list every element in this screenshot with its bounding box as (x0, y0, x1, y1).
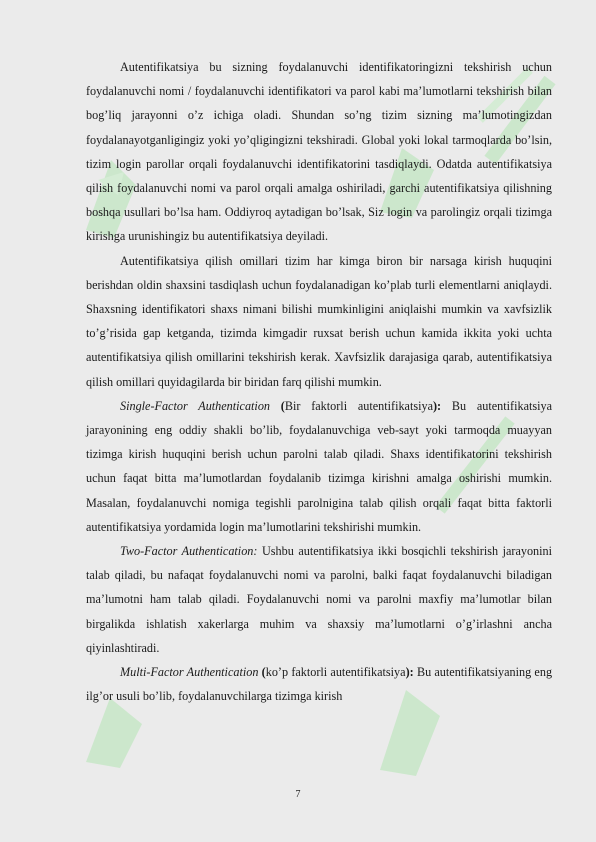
paragraph-authentication-factors: Autentifikatsiya qilish omillari tizim har kimga biron bir narsaga kirish huquqini berishdan oldin shaxsini tasdiqlash uchun foydalanadigan ko’plab turli elementlarni aniqlaydi. Shaxsning identifikatori shaxs nimani bilishi mumkinligini aniqlaishi mumkin va xavfsizlik to’g’risida gap ketganda, tizimda kimgadir ruxsat berish uchun kamida ikkita yoki uchta autentifikatsiya qilish omillarini tekshirish kerak. Xavfsizlik darajasiga qarab, autentifikatsiya qilish omillari quyidagilarda bir biridan farq qilishi mumkin. (86, 253, 552, 389)
paragraph-authentication-definition: Autentifikatsiya bu sizning foydalanuvchi identifikatoringizni tekshirish uchun foydalanuvchi nomi / foydalanuvchi identifikatori va parol kabi ma’lumotlarni tekshirish bilan bog’liq jarayonni o’z ichiga oladi. Shundan so’ng tizim sizning ma’lumotingizdan foydalanayotganligingiz yoki yo’qligingizni tekshiradi. Global yoki lokal tarmoqlarda bo’lsin, tizim login parollar orqali foydalanuvchi identifikatorini tasdiqlaydi. Odatda autentifikatsiya qilish foydalanuvchi nomi va parol orqali amalga oshiriladi, garchi autentifikatsiya qilishning boshqa usullari bo’lsa ham. Oddiyroq aytadigan bo’lsak, Siz login va parolingiz orqali tizimga kirishga urunishingiz bu autentifikatsiya deyiladi. (86, 60, 552, 244)
description-single-factor: Bu autentifikatsiya jarayonining eng oddiy shakli bo’lib, foydalanuvchiga veb-sayt yoki tarmoqda muayyan tizimga kirish huquqini berish uchun parolni talab qiladi. Shaxs identifikatorini tekshirish uchun faqat bitta ma’lumotlardan foydalanib tizimga kirishni amalga oshirishi mumkin. Masalan, foydalanuvchi nomiga tegishli parolnigina talab qilish orqali faqat bitta faktorli autentifikatsiya yordamida login ma’lumotlarini tekshirishi mumkin. (86, 398, 553, 534)
term-multi-factor: Multi-Factor Authentication (120, 665, 259, 680)
description-two-factor: Ushbu autentifikatsiya ikki bosqichli tekshirish jarayonini talab qiladi, bu nafaqat foydalanuvchi nomi va parolni, balki faqat foydalanuvchi biladigan ma’lumotni ham talab qiladi. Foydalanuvchi nomi va parolni maxfiy ma’lumotlar bilan birgalikda ishlatish xakerlarga muhim va shaxsiy ma’lumotlarni o’g’irlashni ancha qiyinlashtiradi. (86, 544, 553, 655)
term-single-factor: Single-Factor Authentication (120, 398, 271, 413)
page-number: 7 (295, 789, 301, 800)
list-item-single-factor: Single-Factor Authentication (Bir faktorli autentifikatsiya): Bu autentifikatsiya jarayonining eng oddiy shakli bo’lib, foydalanuvchiga veb-sayt yoki tarmoqda muayyan tizimga kirish huquqini berish uchun parolni talab qiladi. Shaxs identifikatorini tekshirish uchun faqat bitta ma’lumotlardan foydalanib tizimga kirishni amalga oshirishi mumkin. Masalan, foydalanuvchi nomiga tegishli parolnigina talab qilish orqali faqat bitta faktorli autentifikatsiya yordamida login ma’lumotlarini tekshirishi mumkin. (86, 398, 553, 534)
qualifier-single-factor: Bir faktorli autentifikatsiya (284, 398, 433, 413)
description-multi-factor: Bu autentifikatsiyaning eng ilg’or usuli bo’lib, foydalanuvchilarga tizimga kirish (86, 665, 553, 704)
list-item-two-factor (86, 539, 552, 660)
page-body (86, 55, 552, 708)
list-item-multi-factor: Multi-Factor Authentication (ko’p faktorli autentifikatsiya): Bu autentifikatsiyaning eng ilg’or usuli bo’lib, foydalanuvchilarga tizimga kirish (86, 665, 553, 704)
term-two-factor: Two-Factor Authentication: (120, 544, 258, 559)
qualifier-multi-factor: ko’p faktorli autentifikatsiya (265, 665, 406, 680)
